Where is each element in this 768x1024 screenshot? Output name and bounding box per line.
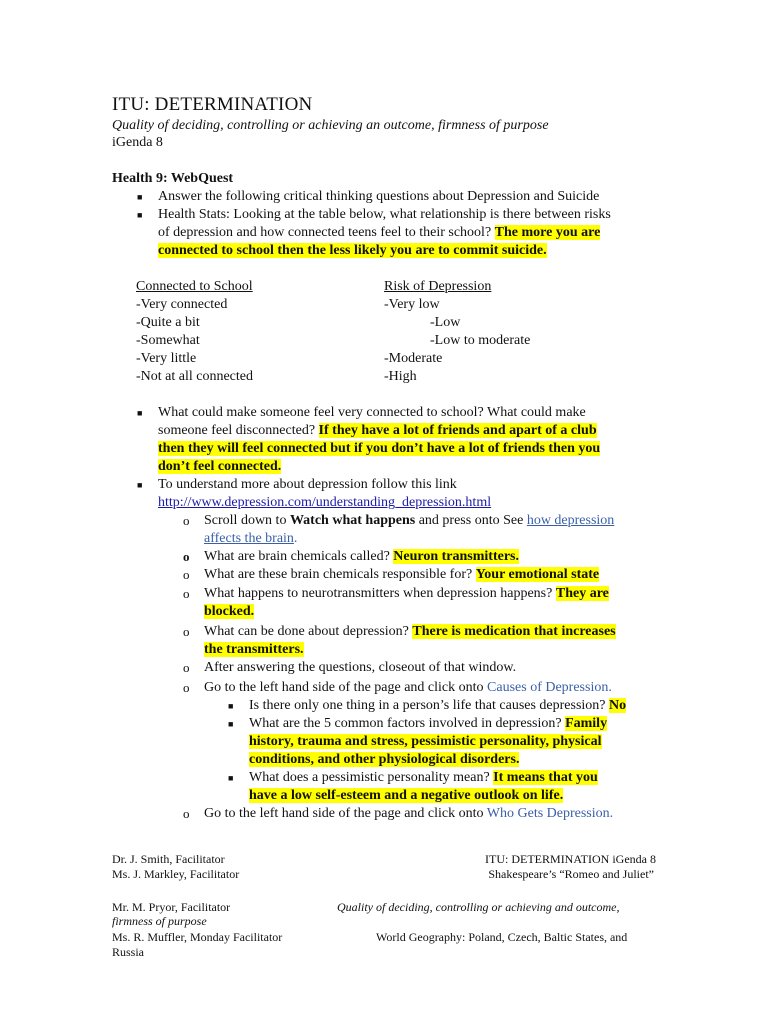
answer-text: then they will feel connected but if you don’t have a lot of friends then you — [158, 441, 601, 456]
footer-russia: Russia — [112, 945, 145, 959]
question-text: of depression and how connected teens feel to their school? — [158, 225, 495, 240]
igenda-label: iGenda 8 — [112, 135, 163, 150]
table-cell: -Low to moderate — [430, 333, 531, 348]
subsub-item-3-cont — [249, 787, 563, 805]
q2-line-1: To understand more about depression follow this link — [158, 477, 457, 492]
bullet-marker: ■ — [137, 192, 143, 202]
brain-link[interactable]: how depression — [526, 513, 615, 528]
answer-text: history, trauma and stress, pessimistic personality, physical — [249, 734, 602, 749]
intro-bullet-2-line-2 — [158, 224, 600, 242]
answer-text: the transmitters. — [204, 642, 304, 657]
q2-link-line — [158, 494, 491, 512]
intro-bullet-2-line-3 — [158, 242, 547, 260]
sub-item-2 — [204, 548, 519, 566]
answer-text: connected to school then the less likely you are to commit suicide. — [158, 243, 547, 258]
answer-text: They are — [555, 586, 609, 601]
table-cell: -Moderate — [384, 351, 443, 366]
circle-marker: o — [183, 624, 190, 639]
subsub-item-2-cont2 — [249, 751, 519, 769]
bullet-marker: ■ — [137, 480, 143, 490]
answer-text: If they have a lot of friends and apart of a club — [318, 423, 597, 438]
bullet-marker: ■ — [228, 773, 234, 783]
answer-text: blocked. — [204, 604, 255, 619]
section-title: Health 9: WebQuest — [112, 171, 234, 186]
footer-geography: World Geography: Poland, Czech, Baltic States, and — [376, 930, 628, 944]
intro-bullet-2-line-1: Health Stats: Looking at the table below, what relationship is there between risks — [158, 207, 611, 222]
footer-facilitator-4: Ms. R. Muffler, Monday Facilitator — [112, 930, 283, 944]
causes-link[interactable]: Causes of Depression. — [487, 680, 612, 695]
sub-item-3 — [204, 566, 599, 584]
table-cell: -Somewhat — [136, 333, 200, 348]
table-cell: -Quite a bit — [136, 315, 200, 330]
answer-text: The more you are — [494, 225, 601, 240]
answer-text: There is medication that increases — [412, 624, 616, 639]
answer-text: Neuron transmitters. — [393, 549, 520, 564]
answer-text: don’t feel connected. — [158, 459, 282, 474]
who-gets-link[interactable]: Who Gets Depression. — [486, 806, 614, 821]
sub-item-5-cont — [204, 641, 304, 659]
circle-marker: o — [183, 586, 190, 601]
q1-line-1: What could make someone feel very connected to school? What could make — [158, 405, 586, 420]
answer-text: Your emotional state — [475, 567, 600, 582]
page-subtitle: Quality of deciding, controlling or achieving an outcome, firmness of purpose — [112, 118, 549, 133]
brain-link-cont[interactable]: affects the brain — [204, 531, 294, 546]
bold-text: Watch what happens — [289, 513, 416, 528]
bullet-marker: ■ — [228, 719, 234, 729]
bullet-marker: ■ — [228, 701, 234, 711]
circle-marker: o — [183, 513, 190, 528]
q1-line-3 — [158, 440, 600, 458]
table-cell: -Low — [430, 315, 461, 330]
answer-text: have a low self-esteem and a negative outlook on life. — [249, 788, 564, 803]
subsub-item-1 — [249, 697, 626, 715]
table-cell: -Very little — [136, 351, 197, 366]
footer-firmness: firmness of purpose — [112, 914, 207, 928]
question-text: What does a pessimistic personality mean? — [249, 770, 494, 785]
question-text: What are these brain chemicals responsible for? — [204, 567, 476, 582]
question-text: and press onto See — [415, 513, 527, 528]
subsub-item-2-cont — [249, 733, 602, 751]
question-text: someone feel disconnected? — [158, 423, 319, 438]
table-header-connected: Connected to School — [136, 279, 253, 294]
period: . — [293, 531, 298, 546]
circle-marker: o — [183, 660, 190, 675]
question-text: Scroll down to — [204, 513, 290, 528]
question-text: Go to the left hand side of the page and click onto — [204, 680, 488, 695]
circle-marker: o — [183, 680, 190, 695]
circle-marker: o — [183, 567, 190, 582]
answer-text: Family — [565, 716, 608, 731]
table-cell: -Very low — [384, 297, 440, 312]
question-text: What are the 5 common factors involved in depression? — [249, 716, 566, 731]
question-text: What happens to neurotransmitters when depression happens? — [204, 586, 556, 601]
sub-item-5 — [204, 623, 616, 641]
subsub-item-2 — [249, 715, 607, 733]
sub-item-7 — [204, 679, 612, 697]
q1-line-2 — [158, 422, 597, 440]
intro-bullet-1: Answer the following critical thinking questions about Depression and Suicide — [158, 189, 600, 204]
footer-romeo: Shakespeare’s “Romeo and Juliet” — [488, 867, 654, 881]
footer-facilitator-2: Ms. J. Markley, Facilitator — [112, 867, 240, 881]
subsub-item-3 — [249, 769, 598, 787]
table-cell: -High — [384, 369, 417, 384]
sub-item-4-cont — [204, 603, 254, 621]
circle-marker: o — [183, 806, 190, 821]
sub-item-6: After answering the questions, closeout of that window. — [204, 660, 517, 675]
depression-link[interactable]: http://www.depression.com/understanding_depression.html — [158, 495, 492, 510]
question-text: What are brain chemicals called? — [204, 549, 394, 564]
sub-item-1 — [204, 512, 614, 530]
answer-text: It means that you — [493, 770, 598, 785]
answer-text: No — [609, 698, 627, 713]
q1-line-4 — [158, 458, 281, 476]
question-text: Go to the left hand side of the page and click onto — [204, 806, 487, 821]
sub-item-1-cont — [204, 530, 297, 548]
answer-text: conditions, and other physiological disorders. — [249, 752, 520, 767]
sub-item-8 — [204, 805, 613, 823]
table-header-risk: Risk of Depression — [384, 279, 492, 294]
table-cell: -Not at all connected — [136, 369, 254, 384]
bullet-marker: ■ — [137, 408, 143, 418]
table-cell: -Very connected — [136, 297, 228, 312]
footer-facilitator-1: Dr. J. Smith, Facilitator — [112, 852, 225, 866]
sub-item-4 — [204, 585, 609, 603]
footer-facilitator-3: Mr. M. Pryor, Facilitator — [112, 900, 231, 914]
page-title: ITU: DETERMINATION — [112, 94, 313, 115]
question-text: Is there only one thing in a person’s life that causes depression? — [249, 698, 610, 713]
bullet-marker: ■ — [137, 210, 143, 220]
footer-quality: Quality of deciding, controlling or achieving and outcome, — [337, 900, 620, 914]
circle-marker: o — [183, 549, 190, 564]
question-text: What can be done about depression? — [204, 624, 413, 639]
footer-itu: ITU: DETERMINATION iGenda 8 — [485, 852, 656, 866]
